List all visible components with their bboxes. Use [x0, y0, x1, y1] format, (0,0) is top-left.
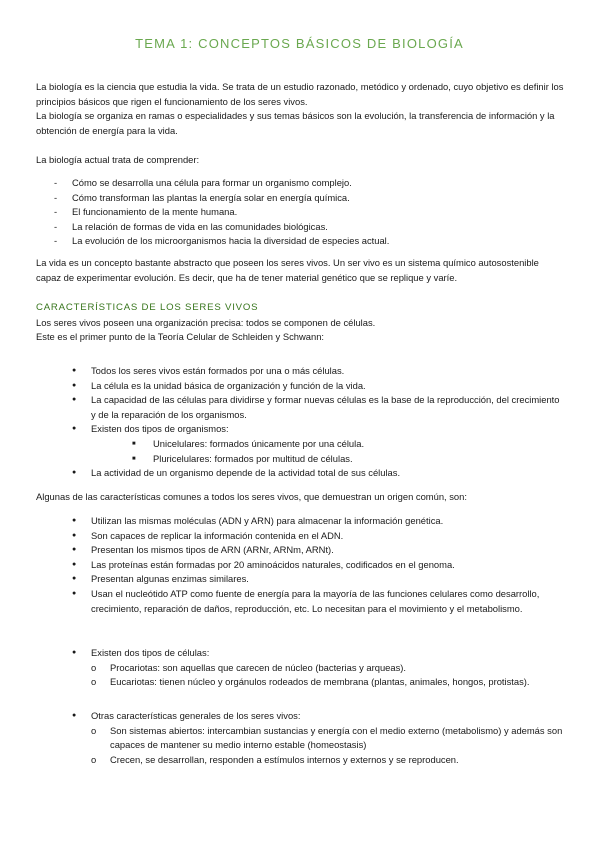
list-item: ● La célula es la unidad básica de organización y función de la vida. — [36, 379, 566, 394]
list-item: - El funcionamiento de la mente humana. — [36, 205, 566, 220]
list-item: ● Presentan algunas enzimas similares. — [36, 572, 566, 587]
list-item: ■ Pluricelulares: formados por multitud de células. — [36, 452, 566, 467]
otras-list — [36, 724, 566, 768]
celulas-list — [36, 661, 566, 690]
vida-paragraph: La vida es un concepto bastante abstracto que poseen los seres vivos. Un ser vivo es un sistema químico autosostenible capaz de experimentar evolución. Es decir, que ha de tener material genético que se replique y varíe. — [36, 257, 539, 283]
list-item: o Crecen, se desarrollan, responden a estímulos internos y externos y se reproducen. — [36, 753, 566, 768]
list-item: ■ Unicelulares: formados únicamente por una célula. — [36, 437, 566, 452]
list-item: ● Otras características generales de los seres vivos: — [36, 709, 566, 724]
actual-intro: La biología actual trata de comprender: — [36, 154, 200, 165]
list-item: ● La capacidad de las células para dividirse y formar nuevas células es la base de la reproducción, del crecimiento y de la reparación de los organismos. — [36, 393, 566, 422]
celulas-block — [36, 646, 566, 690]
comunes-block — [36, 490, 566, 505]
actual-list-block — [36, 176, 566, 249]
teoria-block — [36, 364, 566, 481]
otras-block — [36, 709, 566, 767]
list-item: ● Existen dos tipos de organismos: — [36, 422, 566, 437]
actual-list — [36, 176, 566, 249]
list-item: ● Todos los seres vivos están formados por una o más células. — [36, 364, 566, 379]
list-item: o Procariotas: son aquellas que carecen de núcleo (bacterias y arqueas). — [36, 661, 566, 676]
list-item: ● Usan el nucleótido ATP como fuente de energía para la mayoría de las funciones celulares como desarrollo, crecimiento, reparación de daños, reproducción, etc. Lo necesitan para el movimiento y el metabolismo. — [36, 587, 566, 616]
section-line: Este es el primer punto de la Teoría Celular de Schleiden y Schwann: — [36, 331, 325, 343]
list-item: ● Las proteínas están formadas por 20 aminoácidos naturales, codificados en el genoma. — [36, 558, 566, 573]
section-block — [36, 301, 566, 345]
organismos-list — [36, 437, 566, 466]
vida-block — [36, 256, 566, 285]
comunes-intro: Algunas de las características comunes a todos los seres vivos, que demuestran un origen común, son: — [36, 491, 467, 502]
list-item: - Cómo se desarrolla una célula para formar un organismo complejo. — [36, 176, 566, 191]
intro-paragraph: La biología es la ciencia que estudia la vida. Se trata de un estudio razonado, metódico y ordenado, cuyo objetivo es definir los principios básicos que rigen el funcionamiento de los seres vivos. — [36, 81, 564, 107]
comunes-list — [36, 514, 566, 616]
list-item: - Cómo transforman las plantas la energía solar en energía química. — [36, 191, 566, 206]
actual-block — [36, 153, 566, 168]
list-item: ● La actividad de un organismo depende de la actividad total de sus células. — [36, 466, 566, 481]
list-item: ● Son capaces de replicar la información contenida en el ADN. — [36, 529, 566, 544]
page-title: TEMA 1: CONCEPTOS BÁSICOS DE BIOLOGÍA — [135, 36, 464, 51]
celulas-label-list — [36, 646, 566, 661]
list-item: - La evolución de los microorganismos hacia la diversidad de especies actual. — [36, 234, 566, 249]
list-item: - La relación de formas de vida en las comunidades biológicas. — [36, 220, 566, 235]
list-item: ● Utilizan las mismas moléculas (ADN y ARN) para almacenar la información genética. — [36, 514, 566, 529]
section-line: Los seres vivos poseen una organización precisa: todos se componen de células. — [36, 316, 376, 328]
comunes-list-block — [36, 514, 566, 616]
otras-label-list — [36, 709, 566, 724]
list-item: o Eucariotas: tienen núcleo y orgánulos rodeados de membrana (plantas, animales, hongos, protistas). — [36, 675, 566, 690]
list-item: o Son sistemas abiertos: intercambian sustancias y energía con el medio externo (metabolismo) y además son capaces de mantener su medio interno estable (homeostasis) — [36, 724, 566, 753]
list-item: ● Presentan los mismos tipos de ARN (ARNr, ARNm, ARNt). — [36, 543, 566, 558]
list-item: ● Existen dos tipos de células: — [36, 646, 566, 661]
teoria-list — [36, 364, 566, 437]
intro-paragraph: La biología se organiza en ramas o especialidades y sus temas básicos son la evolución, la transferencia de información y la obtención de energía para la vida. — [36, 110, 555, 136]
section-title: CARACTERÍSTICAS DE LOS SERES VIVOS — [36, 302, 259, 313]
intro-block — [36, 80, 566, 138]
teoria-list-end — [36, 466, 566, 481]
